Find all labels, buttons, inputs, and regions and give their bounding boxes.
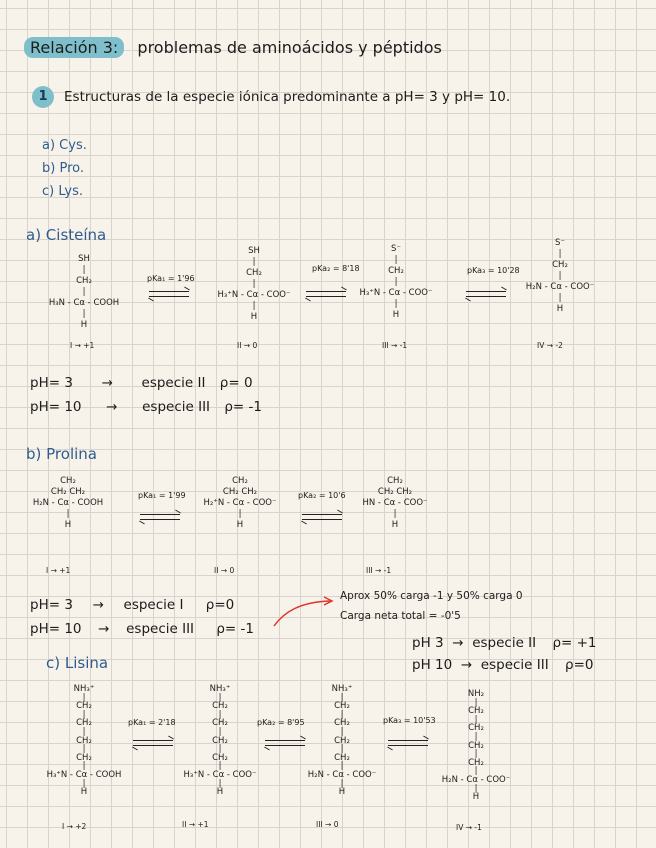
cys-pka-2: pKa₂ = 8'18 [312, 264, 360, 273]
lys-pka-2: pKa₂ = 8'95 [257, 718, 305, 727]
section-b-heading: b) Prolina [26, 445, 97, 463]
lys-label-1: I → +2 [62, 822, 87, 831]
cys-species-2: SH | CH₂ | H₃⁺N - Cα - COO⁻ | H [217, 246, 291, 322]
question-text: Estructuras de la especie iónica predominante a pH= 3 y pH= 10. [64, 89, 511, 105]
equilibrium-arrow [140, 514, 180, 520]
section-a-heading: a) Cisteína [26, 226, 107, 244]
lys-species-2: NH₃⁺ | CH₂ | CH₂ | CH₂ | CH₂ | H₃⁺N - Cα - COO⁻ | H [183, 684, 257, 798]
pro-species-1: CH₂ CH₂ CH₂ H₂N - Cα - COOH | H [32, 476, 104, 530]
equilibrium-arrow [388, 740, 428, 746]
cys-label-1: I → +1 [70, 341, 95, 350]
lys-species-4: NH₂ | CH₂ | CH₂ | CH₂ | CH₂ | H₂N - Cα - COO⁻ | H [441, 689, 511, 803]
cys-pka-3: pKa₃ = 10'28 [467, 266, 520, 275]
pro-pka-1: pKa₁ = 1'99 [138, 491, 186, 500]
equilibrium-arrow [302, 514, 342, 520]
cys-species-1: SH | CH₂ | H₃N - Cα - COOH | H [48, 254, 120, 330]
cys-label-3: III → -1 [382, 341, 408, 350]
lys-label-4: IV → -1 [456, 823, 482, 832]
cys-species-3: S⁻ | CH₂ | H₃⁺N - Cα - COO⁻ | H [359, 244, 433, 320]
pro-label-3: III → -1 [366, 566, 392, 575]
section-c-heading: c) Lisina [46, 654, 109, 672]
lys-pka-3: pKa₃ = 10'53 [383, 716, 436, 725]
pro-note-line-2: Carga neta total = -0'5 [340, 610, 461, 622]
question-number: 1 [32, 86, 54, 108]
equilibrium-arrow [466, 291, 506, 297]
question-item-c: c) Lys. [42, 184, 83, 199]
pro-label-1: I → +1 [46, 566, 71, 575]
page-title [24, 38, 442, 57]
pro-correction-1: pH 3 → especie II ρ= +1 [412, 635, 597, 651]
cys-species-4: S⁻ | CH₂ | H₂N - Cα - COO⁻ | H [525, 238, 595, 314]
equilibrium-arrow [149, 291, 189, 297]
lys-species-3: NH₃⁺ | CH₂ | CH₂ | CH₂ | CH₂ | H₂N - Cα - COO⁻ | H [307, 684, 377, 798]
cys-conclusion-2: pH= 10 → especie III ρ= -1 [30, 399, 262, 415]
pro-species-3: CH₂ CH₂ CH₂ HN - Cα - COO⁻ | H [362, 476, 428, 530]
cys-pka-1: pKa₁ = 1'96 [147, 274, 195, 283]
cys-label-2: II → 0 [237, 341, 258, 350]
pro-conclusion-1: pH= 3 → especie I ρ=0 [30, 597, 235, 613]
lys-species-1: NH₃⁺ | CH₂ | CH₂ | CH₂ | CH₂ | H₃⁺N - Cα - COOH | H [46, 684, 122, 798]
pro-conclusion-2: pH= 10 → especie III ρ= -1 [30, 621, 254, 637]
pro-correction-2: pH 10 → especie III ρ=0 [412, 657, 594, 673]
pro-species-2: CH₂ CH₂ CH₂ H₂⁺N - Cα - COO⁻ | H [203, 476, 277, 530]
note-arrow-icon [270, 594, 340, 630]
title-highlight: Relación 3: [24, 37, 124, 58]
pro-pka-2: pKa₂ = 10'6 [298, 491, 346, 500]
title-text: problemas de aminoácidos y péptidos [137, 38, 442, 57]
lys-label-3: III → 0 [316, 820, 339, 829]
question-item-b: b) Pro. [42, 161, 84, 176]
pro-label-2: II → 0 [214, 566, 235, 575]
equilibrium-arrow [133, 740, 173, 746]
question-number-badge [32, 86, 54, 108]
pro-note-line-1: Aprox 50% carga -1 y 50% carga 0 [340, 590, 523, 602]
lys-label-2: II → +1 [182, 820, 209, 829]
question-item-a: a) Cys. [42, 138, 87, 153]
equilibrium-arrow [306, 291, 346, 297]
cys-conclusion-1: pH= 3 → especie II ρ= 0 [30, 375, 253, 391]
cys-label-4: IV → -2 [537, 341, 563, 350]
lys-pka-1: pKa₁ = 2'18 [128, 718, 176, 727]
